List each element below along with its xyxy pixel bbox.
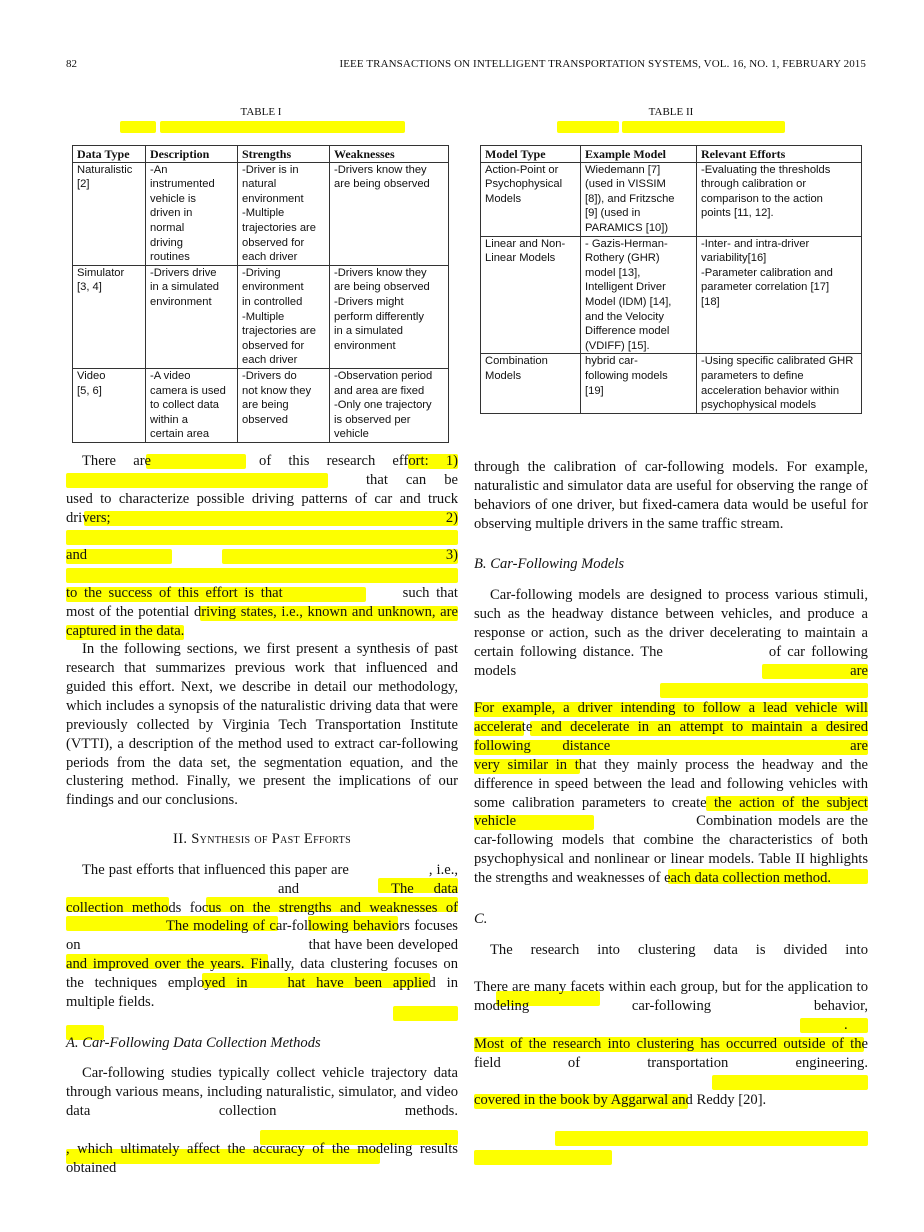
table1-cell: -A video camera is used to collect data within a certain area	[146, 368, 238, 442]
table2-header: Example Model	[581, 146, 697, 163]
redaction-highlight	[557, 121, 619, 133]
table2-row	[481, 162, 862, 236]
text-span: are very similar in that they mainly process the headway and the difference in speed between the lead and following vehicles with some calibration parameters to create the action of the subject vehicle	[474, 737, 868, 830]
table2-cell: -Inter- and intra-driver variability[16] -Parameter calibration and parameter correlation [17] [18]	[697, 236, 862, 354]
text-span: The research into clustering data is divided into	[490, 941, 868, 958]
table1-cell: -Drivers drive in a simulated environment	[146, 265, 238, 368]
text-span: There are	[82, 453, 152, 469]
subsection-c-paragraph	[474, 941, 868, 1111]
text-span: of this research effort: 1)	[259, 453, 458, 469]
text-span: The data collection methods focus on the strengths and weaknesses of	[66, 880, 458, 916]
table1-cell: -Driver is in natural environment -Multiple trajectories are observed for each driver	[238, 162, 330, 265]
table1-row	[73, 368, 449, 442]
text-span: Car-following models are designed to process various stimuli, such as the headway distance between vehicles, and produce a response or action, such as the driver decelerating to maintain a certain following distance. The	[474, 587, 868, 660]
table2	[480, 145, 862, 414]
table1-label: TABLE I	[240, 106, 282, 118]
text-span: covered in the book by Aggarwal and Reddy [20].	[474, 1092, 767, 1109]
table1	[72, 145, 449, 443]
table1-cell: -Driving environment in controlled -Multiple trajectories are observed for each driver	[238, 265, 330, 368]
intro-paragraph	[66, 452, 458, 640]
subsection-title: A. Car-Following Data Collection Methods	[66, 1034, 321, 1051]
redaction-highlight	[120, 121, 156, 133]
redaction-highlight	[160, 121, 405, 133]
subsection-b-paragraph	[474, 586, 868, 888]
text-span: The modeling of car-following behaviors focuses on	[66, 918, 458, 954]
subsection-a-paragraph	[66, 1064, 458, 1177]
table1-cell: Video [5, 6]	[73, 368, 146, 442]
page-number: 82	[66, 58, 77, 70]
text-span: . Most of the research into clustering has occurred outside of the field of transportation engineering.	[474, 1016, 868, 1071]
continued-paragraph: through the calibration of car-following models. For example, naturalistic and simulator data are useful for observing the range of behaviors of one driver, but fixed-camera data would be useful for observing multiple drivers in the same traffic stream.	[474, 459, 868, 532]
text-span: hat have been applied in multiple fields.	[66, 974, 458, 1010]
table1-row	[73, 265, 449, 368]
table2-row	[481, 354, 862, 413]
table2-row	[481, 236, 862, 354]
intro-paragraph-2: In the following sections, we first present a synthesis of past research that summarizes previous work that influenced and guided this effort. Next, we describe in detail our methodology, which includes a synopsis of the naturalistic driving data that were previously collected by Virginia Tech Transportation Institute (VTTI), a description of the method used to extract car-following periods from the data set, the segmentation equation, and the clustering method. Finally, we present the implications of our findings and our conclusions.	[66, 641, 458, 809]
table2-header: Relevant Efforts	[697, 146, 862, 163]
table1-header: Data Type	[73, 146, 146, 163]
text-span: and	[278, 880, 300, 897]
text-span: that have been developed and improved over the years. Finally, data clustering focuses on the techniques employed in	[66, 937, 458, 991]
text-span: to the success of this effort is that	[66, 584, 283, 601]
table2-cell: Combination Models	[481, 354, 581, 413]
table2-cell: hybrid car- following models [19]	[581, 354, 697, 413]
left-column	[66, 452, 458, 1178]
redaction-highlight	[555, 1131, 868, 1146]
table2-cell: - Gazis-Herman- Rothery (GHR) model [13], Intelligent Driver Model (IDM) [14], and the Velocity Difference model (VDIFF) [15].	[581, 236, 697, 354]
table1-cell: -Drivers do not know they are being observed	[238, 368, 330, 442]
text-span: The past efforts that influenced this paper are	[82, 861, 349, 878]
text-span: of car following models are	[474, 643, 868, 679]
table2-label: TABLE II	[648, 106, 694, 118]
table1-cell: Simulator [3, 4]	[73, 265, 146, 368]
text-span: Car-following studies typically collect vehicle trajectory data through various means, including naturalistic, simulator, and video data collection methods.	[66, 1065, 458, 1120]
table1-header: Description	[146, 146, 238, 163]
text-span: that can be used to characterize possible driving patterns of car and truck drivers; 2)	[66, 471, 458, 526]
table2-header: Model Type	[481, 146, 581, 163]
text-span: Combination models are the car-following models that combine the characteristics of both psychophysical and nonlinear or linear models. Table II highlights the strengths and weaknesses of each data collection method.	[474, 813, 868, 886]
table1-header: Weaknesses	[330, 146, 449, 163]
text-span: and 3)	[66, 547, 458, 564]
section-title: II. Synthesis of Past Efforts	[173, 831, 351, 848]
table1-row	[73, 162, 449, 265]
table2-cell: -Evaluating the thresholds through calibration or comparison to the action points [11, 12].	[697, 162, 862, 236]
text-span: , i.e.,	[428, 861, 458, 878]
text-span: For example, a driver intending to follow a lead vehicle will accelerate and decelerate in an attempt to maintain a desired following distance	[474, 700, 868, 754]
table2-cell: -Using specific calibrated GHR parameters to define acceleration behavior within psychophysical models	[697, 354, 862, 413]
table1-header: Strengths	[238, 146, 330, 163]
redaction-highlight	[474, 1150, 612, 1165]
subsection-c-label: C.	[474, 910, 488, 927]
table1-cell: -Drivers know they are being observed -Drivers might perform differently in a simulated environment	[330, 265, 449, 368]
subsection-title	[474, 910, 868, 929]
table1-cell: -Drivers know they are being observed	[330, 162, 449, 265]
table1-cell: Naturalistic [2]	[73, 162, 146, 265]
table2-cell: Action-Point or Psychophysical Models	[481, 162, 581, 236]
redaction-highlight	[622, 121, 785, 133]
section2-paragraph	[66, 861, 458, 1012]
text-span: such that most of the potential driving states, i.e., known and unknown, are captured in the data.	[66, 584, 458, 639]
table2-cell: Wiedemann [7] (used in VISSIM [8]), and Fritzsche [9] (used in PARAMICS [10])	[581, 162, 697, 236]
journal-header: IEEE TRANSACTIONS ON INTELLIGENT TRANSPORTATION SYSTEMS, VOL. 16, NO. 1, FEBRUARY 2015	[339, 58, 866, 70]
subsection-title: B. Car-Following Models	[474, 556, 625, 573]
text-span: , which ultimately affect the accuracy of the modeling results obtained	[66, 1140, 458, 1176]
table1-cell: -Observation period and area are fixed -Only one trajectory is observed per vehicle	[330, 368, 449, 442]
table2-cell: Linear and Non- Linear Models	[481, 236, 581, 354]
text-span: There are many facets within each group, but for the application to modeling car-following behavior,	[474, 979, 868, 1015]
table1-cell: -An instrumented vehicle is driven in normal driving routines	[146, 162, 238, 265]
right-column	[474, 458, 868, 1110]
